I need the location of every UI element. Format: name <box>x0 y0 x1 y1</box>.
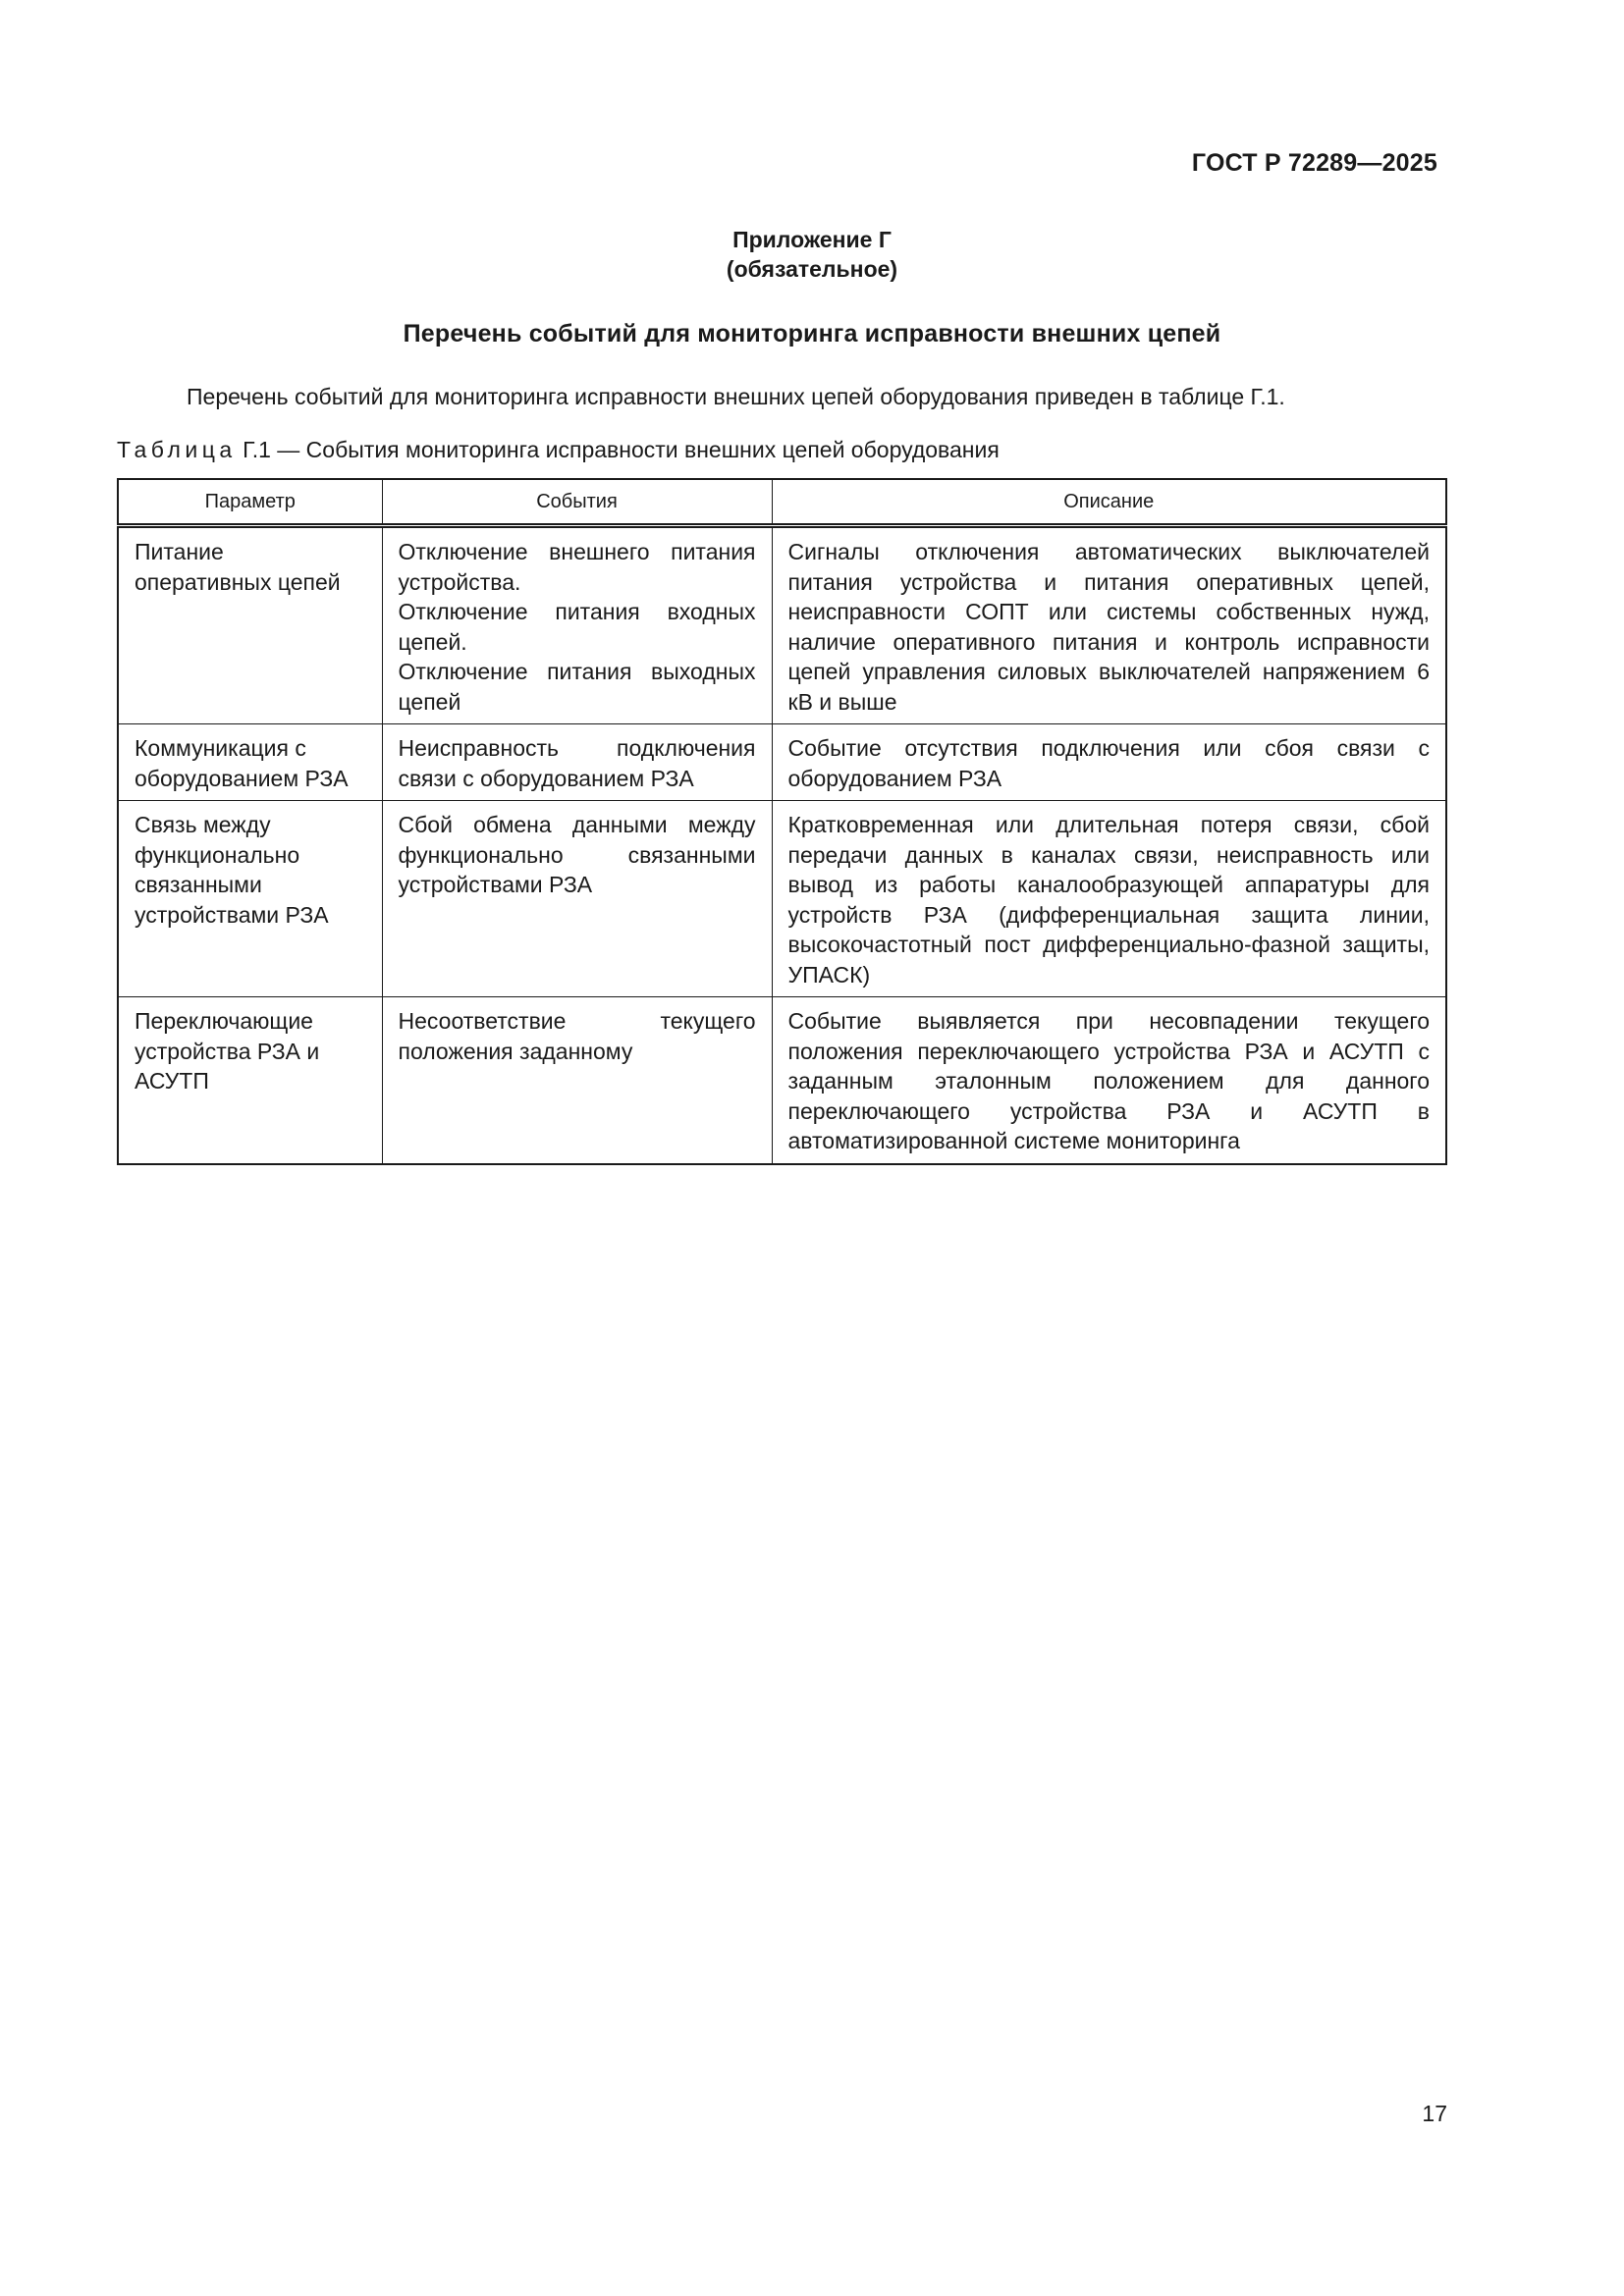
event-item: Несоответствие текущего положения заданному <box>398 1008 756 1064</box>
column-header-events: События <box>382 479 772 526</box>
description-cell: Кратковременная или длительная потеря связи, сбой передачи данных в каналах связи, неисправность или вывод из работы каналообразующей аппаратуры для устройств РЗА (дифференциальная защита линии, высокочастотный пост дифференциально-фазной защиты, УПАСК) <box>772 801 1446 997</box>
events-cell <box>382 801 772 997</box>
appendix-status: (обязательное) <box>726 256 898 282</box>
description-cell: Событие отсутствия подключения или сбоя связи с оборудованием РЗА <box>772 724 1446 801</box>
param-cell: Коммуникация с оборудованием РЗА <box>118 724 382 801</box>
column-header-description: Описание <box>772 479 1446 526</box>
event-item: Отключение внешнего питания устройства. <box>398 539 756 595</box>
table-row <box>118 801 1446 997</box>
table-row <box>118 526 1446 724</box>
event-item: Неисправность подключения связи с оборудованием РЗА <box>398 735 756 791</box>
param-cell: Питание оперативных цепей <box>118 526 382 724</box>
page-number: 17 <box>1422 2101 1447 2126</box>
events-cell <box>382 724 772 801</box>
intro-paragraph: Перечень событий для мониторинга исправности внешних цепей оборудования приведен в таблице Г.1. <box>187 384 1285 409</box>
table-caption-label: Таблица <box>117 437 237 462</box>
event-item: Отключение питания входных цепей. <box>398 599 756 655</box>
table-row <box>118 724 1446 801</box>
description-cell: Сигналы отключения автоматических выключателей питания устройства и питания оперативных цепей, неисправности СОПТ или системы собственных нужд, наличие оперативного питания и контроль исправности цепей управления силовых выключателей напряжением 6 кВ и выше <box>772 526 1446 724</box>
event-item: Отключение питания выходных цепей <box>398 659 756 715</box>
table-header-row <box>118 479 1446 526</box>
events-table <box>117 478 1447 1165</box>
document-code: ГОСТ Р 72289—2025 <box>1191 149 1437 177</box>
section-title: Перечень событий для мониторинга исправности внешних цепей <box>403 320 1221 347</box>
events-cell <box>382 997 772 1164</box>
event-item: Сбой обмена данными между функционально связанными устройствами РЗА <box>398 812 756 897</box>
param-cell: Связь между функционально связанными устройствами РЗА <box>118 801 382 997</box>
appendix-heading <box>0 225 1624 284</box>
appendix-title: Приложение Г <box>732 227 892 252</box>
table-caption-text: Г.1 — События мониторинга исправности внешних цепей оборудования <box>243 437 1000 462</box>
table-caption <box>117 437 1000 463</box>
column-header-parameter: Параметр <box>118 479 382 526</box>
param-cell: Переключающие устройства РЗА и АСУТП <box>118 997 382 1164</box>
description-cell: Событие выявляется при несовпадении текущего положения переключающего устройства РЗА и АСУТП с заданным эталонным положением для данного переключающего устройства РЗА и АСУТП в автоматизированной системе мониторинга <box>772 997 1446 1164</box>
events-cell <box>382 526 772 724</box>
table-row <box>118 997 1446 1164</box>
